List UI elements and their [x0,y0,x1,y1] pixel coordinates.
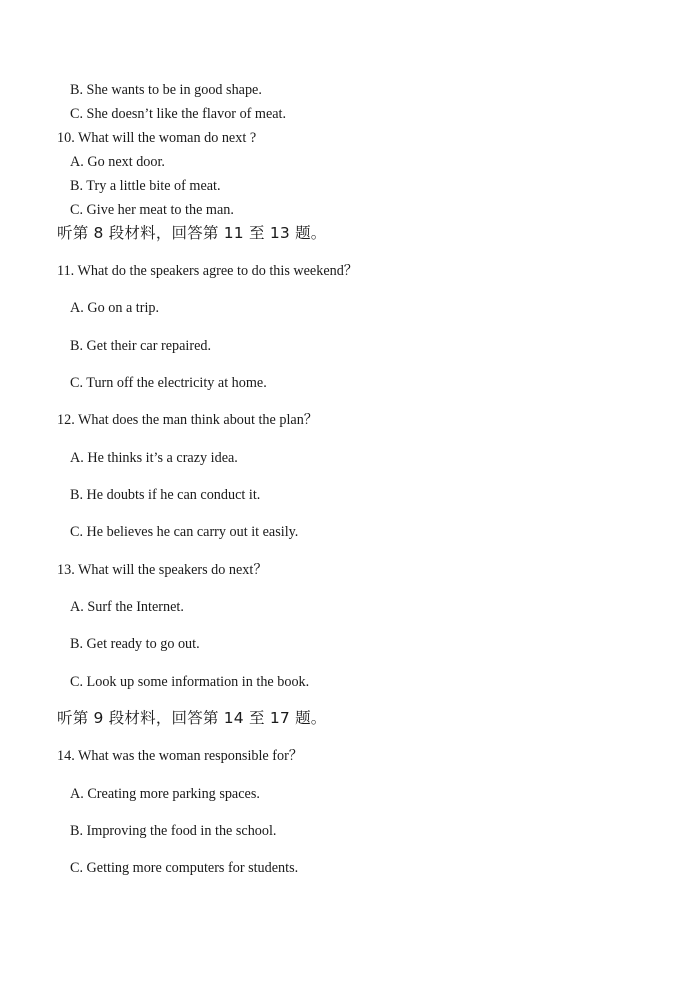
option-10a: A. Go next door. [70,154,165,170]
option-13a: A. Surf the Internet. [70,599,184,615]
section-heading-8: 听第 8 段材料，回答第 11 至 13 题。 [57,224,327,242]
option-14c: C. Getting more computers for students. [70,860,299,876]
option-13c: C. Look up some information in the book. [70,674,310,690]
question-10: 10. What will the woman do next ? [57,130,257,146]
option-12b: B. He doubts if he can conduct it. [70,487,261,503]
question-12: 12. What does the man think about the plan？ [57,412,318,428]
question-13: 13. What will the speakers do next？ [57,562,268,578]
option-11c: C. Turn off the electricity at home. [70,375,267,391]
option-14b: B. Improving the food in the school. [70,823,277,839]
option-14a: A. Creating more parking spaces. [70,786,260,802]
option-10c: C. Give her meat to the man. [70,202,234,218]
option-9c: C. She doesn’t like the flavor of meat. [70,106,287,122]
option-9b: B. She wants to be in good shape. [70,82,262,98]
option-12c: C. He believes he can carry out it easily. [70,524,299,540]
option-11a: A. Go on a trip. [70,300,160,316]
question-14: 14. What was the woman responsible for？ [57,748,303,764]
option-10b: B. Try a little bite of meat. [70,178,221,194]
option-13b: B. Get ready to go out. [70,636,200,652]
option-12a: A. He thinks it’s a crazy idea. [70,450,238,466]
section-heading-9: 听第 9 段材料，回答第 14 至 17 题。 [57,709,327,727]
option-11b: B. Get their car repaired. [70,338,212,354]
question-11: 11. What do the speakers agree to do this weekend？ [57,263,358,279]
